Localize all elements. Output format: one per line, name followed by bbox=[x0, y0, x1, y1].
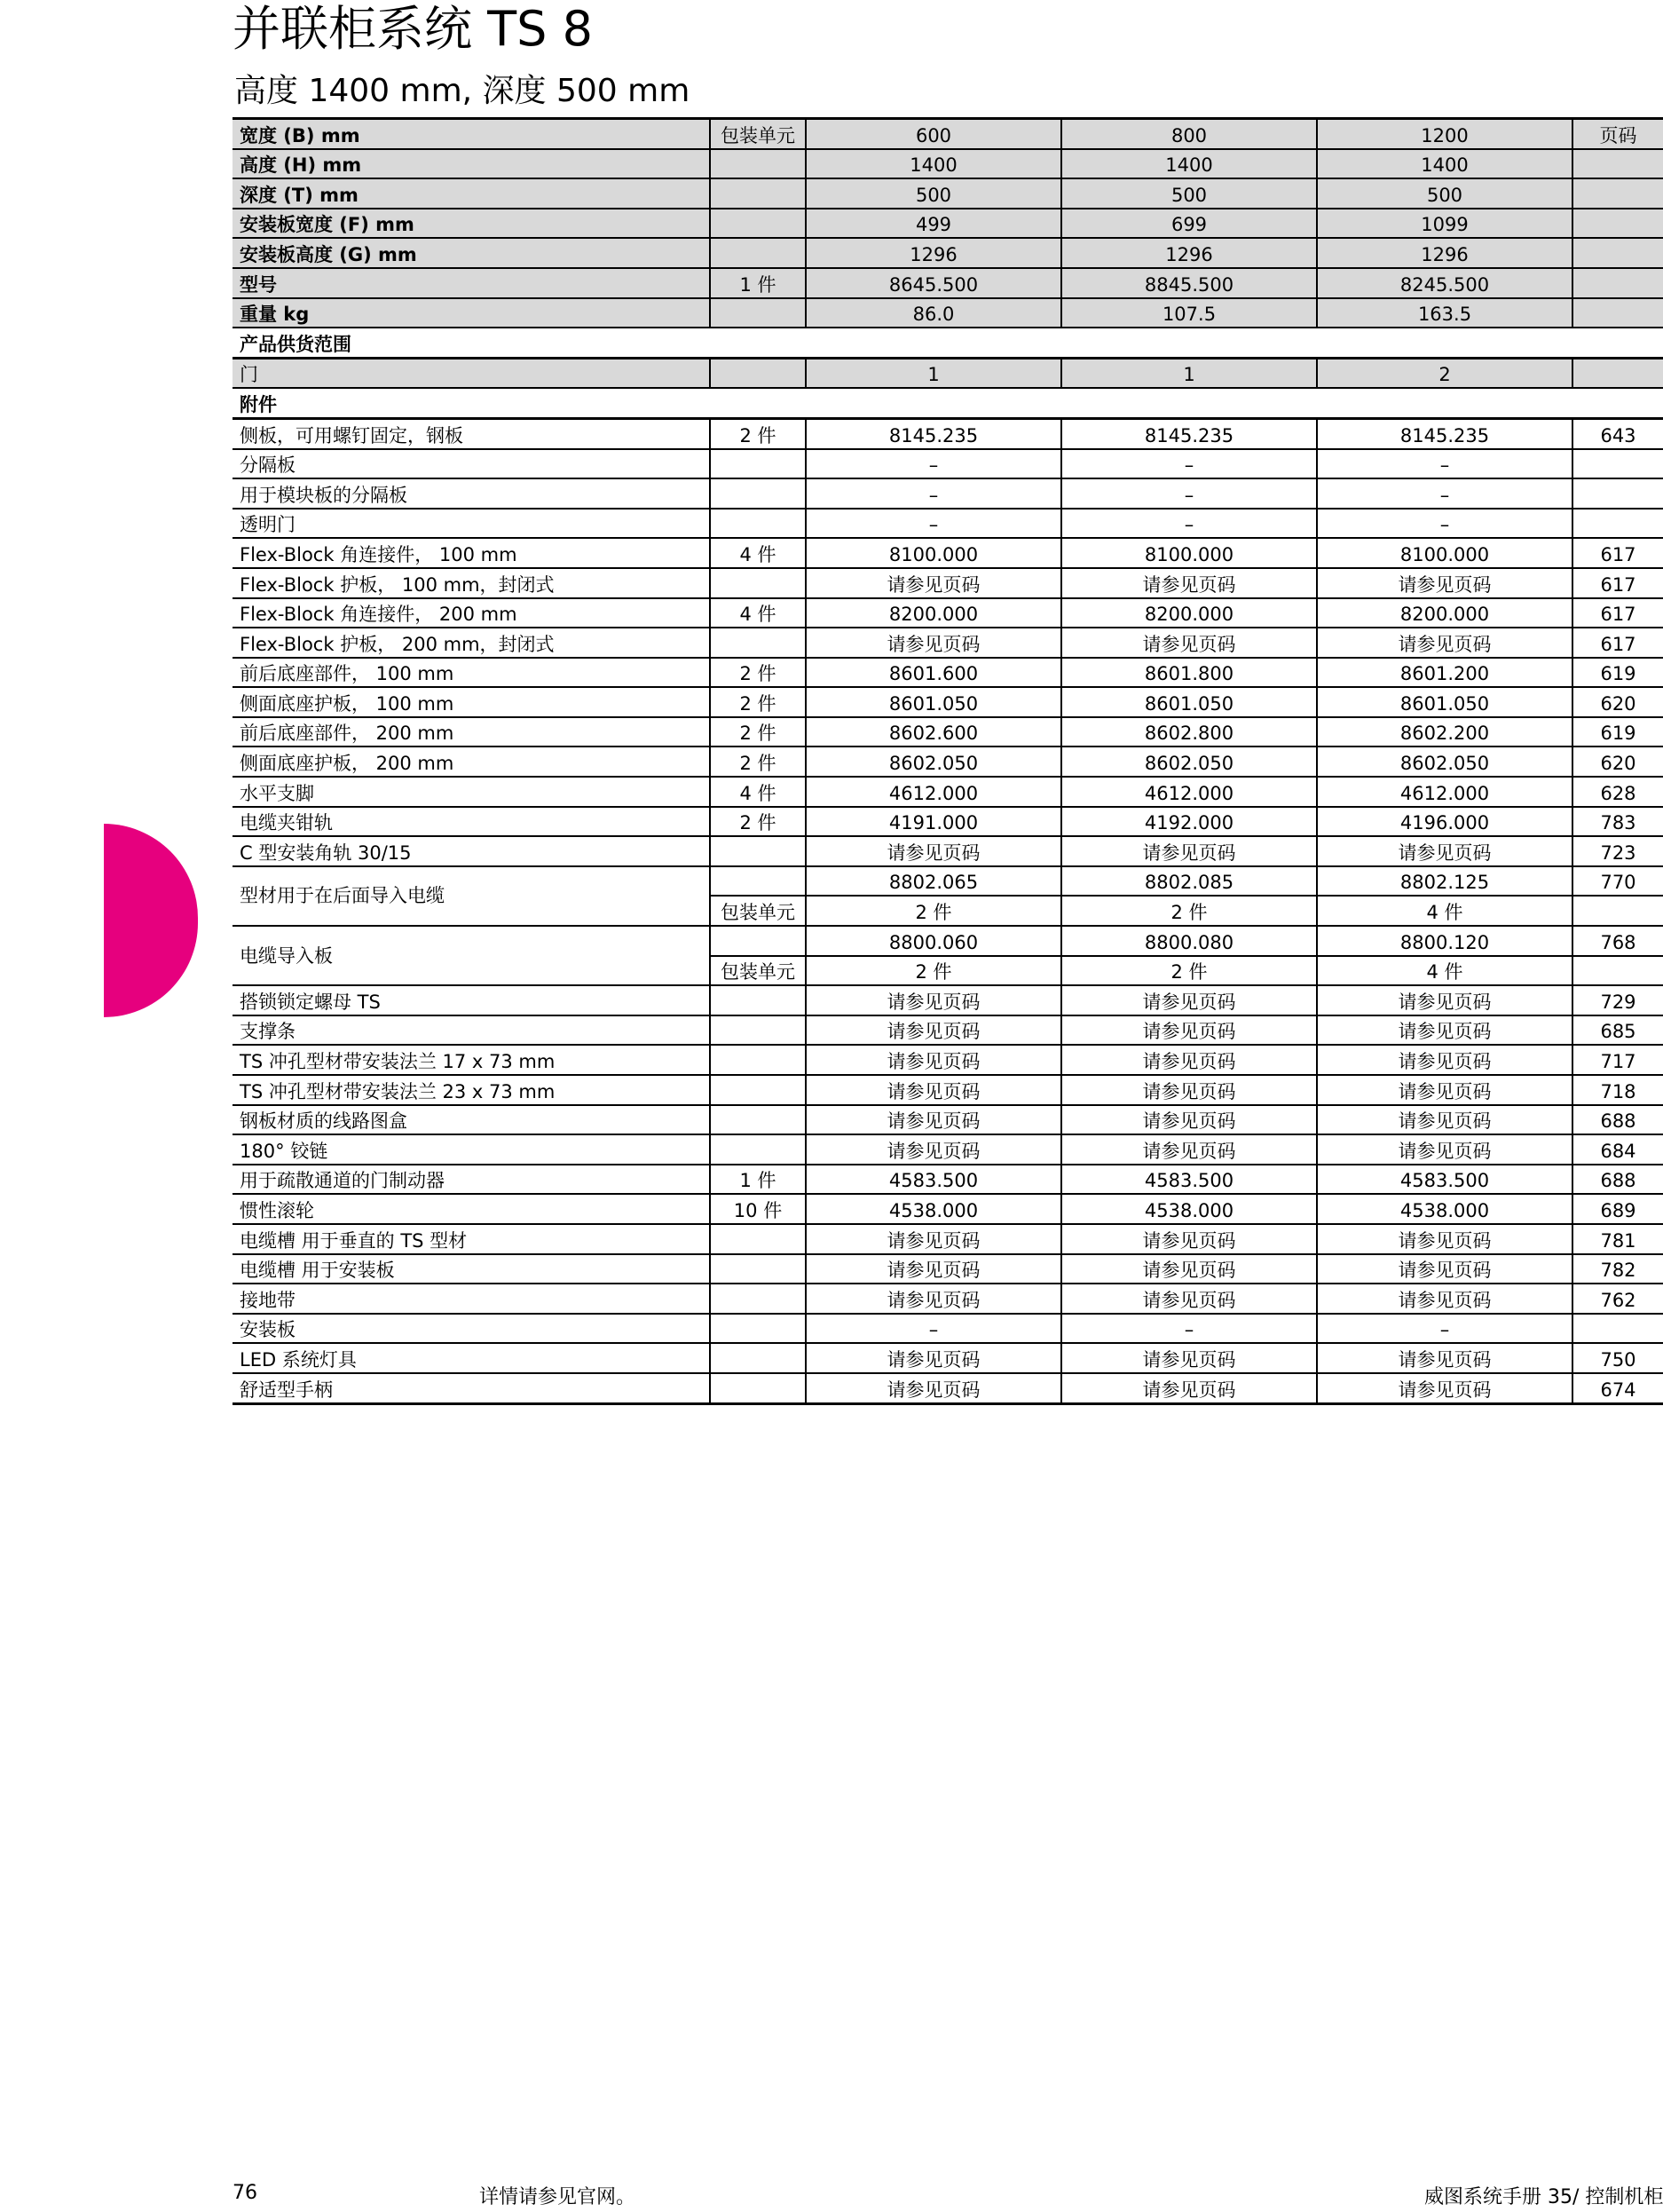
row-value-800: – bbox=[1061, 509, 1317, 539]
row-value-600: 8100.000 bbox=[806, 538, 1061, 568]
row-value-600: 请参见页码 bbox=[806, 1373, 1061, 1403]
row-label: 侧板，可用螺钉固定，钢板 bbox=[233, 418, 710, 448]
row-pack-unit bbox=[710, 1015, 806, 1046]
table-row bbox=[233, 1254, 1663, 1284]
row-label: 安装板宽度 (F) mm bbox=[233, 209, 710, 239]
row-pack-unit: 10 件 bbox=[710, 1194, 806, 1224]
table-header-row bbox=[233, 119, 1663, 149]
row-value-800: 8200.000 bbox=[1061, 598, 1317, 628]
row-label: 舒适型手柄 bbox=[233, 1373, 710, 1403]
row-value-1200: 请参见页码 bbox=[1317, 1015, 1572, 1046]
row-value-1200: 8602.050 bbox=[1317, 747, 1572, 777]
row-page: 688 bbox=[1572, 1105, 1663, 1135]
row-value-600: 500 bbox=[806, 178, 1061, 209]
table-row bbox=[233, 209, 1663, 239]
header-col-800: 800 bbox=[1061, 119, 1317, 149]
row-pack-unit bbox=[710, 1105, 806, 1135]
row-value-1200: – bbox=[1317, 478, 1572, 509]
table-row bbox=[233, 1075, 1663, 1105]
table-row bbox=[233, 178, 1663, 209]
row-label: 高度 (H) mm bbox=[233, 149, 710, 179]
row-value-1200: 8145.235 bbox=[1317, 418, 1572, 448]
row-label: 水平支脚 bbox=[233, 777, 710, 807]
row-label: 型号 bbox=[233, 268, 710, 298]
row-value-600: 请参见页码 bbox=[806, 628, 1061, 658]
row-value-600: 8602.050 bbox=[806, 747, 1061, 777]
row-value-800: 107.5 bbox=[1061, 298, 1317, 328]
header-col-600: 600 bbox=[806, 119, 1061, 149]
row-page: 688 bbox=[1572, 1165, 1663, 1195]
row-page bbox=[1572, 238, 1663, 268]
row-value-800: 请参见页码 bbox=[1061, 1075, 1317, 1105]
row-value-600: 8200.000 bbox=[806, 598, 1061, 628]
row-pack-unit bbox=[710, 1284, 806, 1314]
row-value-800: 1296 bbox=[1061, 238, 1317, 268]
row-pack-unit: 包装单元 bbox=[710, 956, 806, 986]
row-value-1200: 请参见页码 bbox=[1317, 1075, 1572, 1105]
row-pack-unit: 1 件 bbox=[710, 268, 806, 298]
row-page: 762 bbox=[1572, 1284, 1663, 1314]
row-value-600: 请参见页码 bbox=[806, 1254, 1061, 1284]
row-pack-unit bbox=[710, 568, 806, 598]
row-value-600: 4191.000 bbox=[806, 807, 1061, 837]
row-page: 750 bbox=[1572, 1343, 1663, 1373]
row-value-1200: 8245.500 bbox=[1317, 268, 1572, 298]
row-pack-unit: 4 件 bbox=[710, 598, 806, 628]
row-value-1200: 8601.050 bbox=[1317, 687, 1572, 717]
row-page: 617 bbox=[1572, 568, 1663, 598]
row-page bbox=[1572, 449, 1663, 479]
row-label: 用于模块板的分隔板 bbox=[233, 478, 710, 509]
row-pack-unit: 包装单元 bbox=[710, 896, 806, 926]
row-value-600: 请参见页码 bbox=[806, 1284, 1061, 1314]
row-value-1200: 8800.120 bbox=[1317, 926, 1572, 956]
row-page: 617 bbox=[1572, 538, 1663, 568]
row-value-800: 8802.085 bbox=[1061, 866, 1317, 897]
row-value-800: 请参见页码 bbox=[1061, 628, 1317, 658]
row-pack-unit bbox=[710, 866, 806, 897]
section-title: 附件 bbox=[233, 388, 1663, 418]
row-page: 628 bbox=[1572, 777, 1663, 807]
row-pack-unit: 1 件 bbox=[710, 1165, 806, 1195]
row-value-800: 8602.050 bbox=[1061, 747, 1317, 777]
row-value-1200: 4 件 bbox=[1317, 896, 1572, 926]
row-pack-unit bbox=[710, 178, 806, 209]
section-title: 产品供货范围 bbox=[233, 328, 1663, 358]
row-pack-unit bbox=[710, 1373, 806, 1403]
row-value-800: 请参见页码 bbox=[1061, 1343, 1317, 1373]
row-value-800: 请参见页码 bbox=[1061, 568, 1317, 598]
row-value-1200: 4538.000 bbox=[1317, 1194, 1572, 1224]
row-label: 型材用于在后面导入电缆 bbox=[233, 866, 710, 926]
row-value-1200: 请参见页码 bbox=[1317, 1343, 1572, 1373]
section-scope bbox=[233, 328, 1663, 358]
row-value-1200: – bbox=[1317, 509, 1572, 539]
row-value-1200: 500 bbox=[1317, 178, 1572, 209]
row-value-600: 8800.060 bbox=[806, 926, 1061, 956]
table-row bbox=[233, 298, 1663, 328]
row-value-800: 4192.000 bbox=[1061, 807, 1317, 837]
row-label: C 型安装角轨 30/15 bbox=[233, 836, 710, 866]
row-value-1200: 请参见页码 bbox=[1317, 1134, 1572, 1165]
row-value-600: 请参见页码 bbox=[806, 1045, 1061, 1075]
row-value-600: – bbox=[806, 1314, 1061, 1344]
row-page: 620 bbox=[1572, 687, 1663, 717]
row-pack-unit: 2 件 bbox=[710, 747, 806, 777]
row-value-600: 8601.050 bbox=[806, 687, 1061, 717]
table-row bbox=[233, 1045, 1663, 1075]
row-label: 侧面底座护板， 200 mm bbox=[233, 747, 710, 777]
row-value-800: 请参见页码 bbox=[1061, 1254, 1317, 1284]
table-row bbox=[233, 836, 1663, 866]
row-value-600: 8602.600 bbox=[806, 717, 1061, 747]
row-value-600: – bbox=[806, 478, 1061, 509]
page-title: 并联柜系统 TS 8 bbox=[233, 1, 593, 57]
row-value-1200: 4 件 bbox=[1317, 956, 1572, 986]
row-page: 723 bbox=[1572, 836, 1663, 866]
row-value-800: 1400 bbox=[1061, 149, 1317, 179]
row-value-600: – bbox=[806, 449, 1061, 479]
table-row bbox=[233, 717, 1663, 747]
row-value-600: 8645.500 bbox=[806, 268, 1061, 298]
row-page: 619 bbox=[1572, 717, 1663, 747]
row-label: LED 系统灯具 bbox=[233, 1343, 710, 1373]
row-label: 搭锁锁定螺母 TS bbox=[233, 985, 710, 1015]
row-value-800: – bbox=[1061, 478, 1317, 509]
table-row bbox=[233, 1165, 1663, 1195]
row-page bbox=[1572, 209, 1663, 239]
row-page: 689 bbox=[1572, 1194, 1663, 1224]
row-value-1200: 1400 bbox=[1317, 149, 1572, 179]
table-row bbox=[233, 268, 1663, 298]
row-label: 钢板材质的线路图盒 bbox=[233, 1105, 710, 1135]
row-value-600: 请参见页码 bbox=[806, 568, 1061, 598]
row-page bbox=[1572, 956, 1663, 986]
spec-table bbox=[233, 117, 1663, 1405]
table-row bbox=[233, 149, 1663, 179]
header-width-label: 宽度 (B) mm bbox=[233, 119, 710, 149]
row-pack-unit: 2 件 bbox=[710, 807, 806, 837]
row-value-600: 1296 bbox=[806, 238, 1061, 268]
table-row bbox=[233, 777, 1663, 807]
row-pack-unit: 4 件 bbox=[710, 538, 806, 568]
row-label: 透明门 bbox=[233, 509, 710, 539]
row-value-1200: 8602.200 bbox=[1317, 717, 1572, 747]
row-label: 电缆夹钳轨 bbox=[233, 807, 710, 837]
row-value-800: 请参见页码 bbox=[1061, 1224, 1317, 1254]
row-page bbox=[1572, 149, 1663, 179]
row-pack-unit: 2 件 bbox=[710, 717, 806, 747]
row-value-600: 8802.065 bbox=[806, 866, 1061, 897]
row-page: 674 bbox=[1572, 1373, 1663, 1403]
row-label: 180° 铰链 bbox=[233, 1134, 710, 1165]
row-page: 620 bbox=[1572, 747, 1663, 777]
table-row bbox=[233, 1134, 1663, 1165]
row-value-1200: 8100.000 bbox=[1317, 538, 1572, 568]
row-value-600: 4583.500 bbox=[806, 1165, 1061, 1195]
row-value-600: 4612.000 bbox=[806, 777, 1061, 807]
row-value-1200: 1296 bbox=[1317, 238, 1572, 268]
table-row bbox=[233, 449, 1663, 479]
row-label: 门 bbox=[233, 358, 710, 388]
row-value-1200: 请参见页码 bbox=[1317, 1224, 1572, 1254]
row-value-1200: 8200.000 bbox=[1317, 598, 1572, 628]
row-value-600: 请参见页码 bbox=[806, 1105, 1061, 1135]
row-value-1200: – bbox=[1317, 449, 1572, 479]
row-page bbox=[1572, 896, 1663, 926]
row-value-1200: 163.5 bbox=[1317, 298, 1572, 328]
row-page: 718 bbox=[1572, 1075, 1663, 1105]
row-label: 重量 kg bbox=[233, 298, 710, 328]
row-value-800: 8145.235 bbox=[1061, 418, 1317, 448]
row-page bbox=[1572, 178, 1663, 209]
row-pack-unit bbox=[710, 358, 806, 388]
row-value-1200: 请参见页码 bbox=[1317, 628, 1572, 658]
row-value-800: 请参见页码 bbox=[1061, 1045, 1317, 1075]
row-value-1200: 8601.200 bbox=[1317, 658, 1572, 688]
row-value-800: 4583.500 bbox=[1061, 1165, 1317, 1195]
row-value-800: 8601.800 bbox=[1061, 658, 1317, 688]
row-value-1200: 请参见页码 bbox=[1317, 1373, 1572, 1403]
row-pack-unit bbox=[710, 1224, 806, 1254]
row-value-800: 1 bbox=[1061, 358, 1317, 388]
row-value-800: 2 件 bbox=[1061, 896, 1317, 926]
table-row bbox=[233, 807, 1663, 837]
row-pack-unit bbox=[710, 1075, 806, 1105]
row-pack-unit bbox=[710, 926, 806, 956]
row-value-1200: 4612.000 bbox=[1317, 777, 1572, 807]
row-pack-unit bbox=[710, 509, 806, 539]
header-page: 页码 bbox=[1572, 119, 1663, 149]
table-row bbox=[233, 1314, 1663, 1344]
row-value-600: 请参见页码 bbox=[806, 1224, 1061, 1254]
row-value-600: 请参见页码 bbox=[806, 1134, 1061, 1165]
row-value-1200: 4583.500 bbox=[1317, 1165, 1572, 1195]
row-value-800: 请参见页码 bbox=[1061, 1373, 1317, 1403]
row-pack-unit bbox=[710, 1254, 806, 1284]
row-pack-unit bbox=[710, 209, 806, 239]
row-label: 支撑条 bbox=[233, 1015, 710, 1046]
row-value-1200: 请参见页码 bbox=[1317, 568, 1572, 598]
row-page: 685 bbox=[1572, 1015, 1663, 1046]
footer-manual-title: 威图系统手册 35/ 控制机柜 bbox=[1424, 2186, 1663, 2208]
row-page bbox=[1572, 268, 1663, 298]
table-row bbox=[233, 985, 1663, 1015]
row-pack-unit: 4 件 bbox=[710, 777, 806, 807]
table-row bbox=[233, 509, 1663, 539]
row-page: 643 bbox=[1572, 418, 1663, 448]
row-label: 分隔板 bbox=[233, 449, 710, 479]
row-page bbox=[1572, 1314, 1663, 1344]
row-page: 781 bbox=[1572, 1224, 1663, 1254]
row-value-600: 4538.000 bbox=[806, 1194, 1061, 1224]
row-value-800: – bbox=[1061, 449, 1317, 479]
row-label: 电缆槽 用于安装板 bbox=[233, 1254, 710, 1284]
row-value-800: 8100.000 bbox=[1061, 538, 1317, 568]
row-pack-unit bbox=[710, 1134, 806, 1165]
row-value-800: 请参见页码 bbox=[1061, 1105, 1317, 1135]
row-value-600: 8145.235 bbox=[806, 418, 1061, 448]
row-value-1200: 请参见页码 bbox=[1317, 1284, 1572, 1314]
row-label: 安装板 bbox=[233, 1314, 710, 1344]
row-pack-unit bbox=[710, 238, 806, 268]
row-page bbox=[1572, 358, 1663, 388]
table-row bbox=[233, 1373, 1663, 1403]
footer-note: 详情请参见官网。 bbox=[479, 2186, 636, 2208]
table-row bbox=[233, 1015, 1663, 1046]
row-value-800: 请参见页码 bbox=[1061, 1284, 1317, 1314]
row-pack-unit bbox=[710, 628, 806, 658]
row-pack-unit bbox=[710, 149, 806, 179]
row-pack-unit bbox=[710, 836, 806, 866]
row-value-600: 请参见页码 bbox=[806, 1075, 1061, 1105]
table-row bbox=[233, 538, 1663, 568]
row-value-600: 1400 bbox=[806, 149, 1061, 179]
row-label: TS 冲孔型材带安装法兰 17 x 73 mm bbox=[233, 1045, 710, 1075]
row-value-1200: 请参见页码 bbox=[1317, 836, 1572, 866]
row-pack-unit bbox=[710, 1045, 806, 1075]
row-page: 619 bbox=[1572, 658, 1663, 688]
row-value-600: – bbox=[806, 509, 1061, 539]
table-row bbox=[233, 478, 1663, 509]
row-pack-unit bbox=[710, 985, 806, 1015]
row-pack-unit bbox=[710, 1314, 806, 1344]
row-value-600: 2 件 bbox=[806, 956, 1061, 986]
table-row bbox=[233, 1284, 1663, 1314]
row-value-600: 请参见页码 bbox=[806, 1015, 1061, 1046]
row-label: 侧面底座护板， 100 mm bbox=[233, 687, 710, 717]
row-value-800: 8602.800 bbox=[1061, 717, 1317, 747]
header-pack-unit: 包装单元 bbox=[710, 119, 806, 149]
row-label: Flex-Block 角连接件， 200 mm bbox=[233, 598, 710, 628]
table-row bbox=[233, 598, 1663, 628]
row-value-800: 请参见页码 bbox=[1061, 1134, 1317, 1165]
row-page: 768 bbox=[1572, 926, 1663, 956]
page-subtitle: 高度 1400 mm, 深度 500 mm bbox=[234, 73, 690, 109]
row-label: 惯性滚轮 bbox=[233, 1194, 710, 1224]
table-row bbox=[233, 418, 1663, 448]
row-page bbox=[1572, 478, 1663, 509]
row-value-800: 8800.080 bbox=[1061, 926, 1317, 956]
row-pack-unit: 2 件 bbox=[710, 687, 806, 717]
row-value-1200: 2 bbox=[1317, 358, 1572, 388]
row-pack-unit: 2 件 bbox=[710, 658, 806, 688]
row-value-800: 请参见页码 bbox=[1061, 985, 1317, 1015]
table-row bbox=[233, 238, 1663, 268]
row-value-800: 500 bbox=[1061, 178, 1317, 209]
row-page: 782 bbox=[1572, 1254, 1663, 1284]
table-row bbox=[233, 1105, 1663, 1135]
row-page: 717 bbox=[1572, 1045, 1663, 1075]
row-pack-unit: 2 件 bbox=[710, 418, 806, 448]
row-value-800: 请参见页码 bbox=[1061, 836, 1317, 866]
table-row bbox=[233, 1224, 1663, 1254]
row-value-1200: 8802.125 bbox=[1317, 866, 1572, 897]
row-value-1200: 请参见页码 bbox=[1317, 1105, 1572, 1135]
row-page: 729 bbox=[1572, 985, 1663, 1015]
row-label: Flex-Block 护板， 100 mm，封闭式 bbox=[233, 568, 710, 598]
table-row bbox=[233, 747, 1663, 777]
row-value-600: 请参见页码 bbox=[806, 836, 1061, 866]
table-row bbox=[233, 628, 1663, 658]
row-value-600: 499 bbox=[806, 209, 1061, 239]
row-page: 783 bbox=[1572, 807, 1663, 837]
row-pack-unit bbox=[710, 478, 806, 509]
row-page: 684 bbox=[1572, 1134, 1663, 1165]
row-value-600: 86.0 bbox=[806, 298, 1061, 328]
row-value-1200: – bbox=[1317, 1314, 1572, 1344]
row-value-800: 请参见页码 bbox=[1061, 1015, 1317, 1046]
row-value-600: 请参见页码 bbox=[806, 985, 1061, 1015]
row-value-600: 2 件 bbox=[806, 896, 1061, 926]
row-value-1200: 请参见页码 bbox=[1317, 1045, 1572, 1075]
row-label: 深度 (T) mm bbox=[233, 178, 710, 209]
row-value-800: 4612.000 bbox=[1061, 777, 1317, 807]
section-accessories bbox=[233, 388, 1663, 418]
row-cable-entry-plate bbox=[233, 926, 1663, 956]
row-label: 前后底座部件， 100 mm bbox=[233, 658, 710, 688]
table-row bbox=[233, 1194, 1663, 1224]
table-row bbox=[233, 658, 1663, 688]
row-value-800: 8845.500 bbox=[1061, 268, 1317, 298]
row-label: Flex-Block 护板， 200 mm，封闭式 bbox=[233, 628, 710, 658]
table-row bbox=[233, 1343, 1663, 1373]
row-label: 电缆槽 用于垂直的 TS 型材 bbox=[233, 1224, 710, 1254]
row-value-1200: 请参见页码 bbox=[1317, 1254, 1572, 1284]
row-label: 用于疏散通道的门制动器 bbox=[233, 1165, 710, 1195]
row-label: Flex-Block 角连接件， 100 mm bbox=[233, 538, 710, 568]
row-value-1200: 请参见页码 bbox=[1317, 985, 1572, 1015]
row-page bbox=[1572, 298, 1663, 328]
footer-page-number: 76 bbox=[233, 2182, 257, 2204]
table-row bbox=[233, 568, 1663, 598]
row-label: TS 冲孔型材带安装法兰 23 x 73 mm bbox=[233, 1075, 710, 1105]
table-row bbox=[233, 358, 1663, 388]
row-value-800: 2 件 bbox=[1061, 956, 1317, 986]
row-value-800: 4538.000 bbox=[1061, 1194, 1317, 1224]
table-row bbox=[233, 687, 1663, 717]
row-label: 接地带 bbox=[233, 1284, 710, 1314]
row-pack-unit bbox=[710, 1343, 806, 1373]
row-value-800: – bbox=[1061, 1314, 1317, 1344]
row-value-600: 8601.600 bbox=[806, 658, 1061, 688]
row-value-800: 699 bbox=[1061, 209, 1317, 239]
row-page: 617 bbox=[1572, 628, 1663, 658]
row-page bbox=[1572, 509, 1663, 539]
header-col-1200: 1200 bbox=[1317, 119, 1572, 149]
row-value-600: 1 bbox=[806, 358, 1061, 388]
section-tab-marker bbox=[104, 824, 198, 1017]
row-pack-unit bbox=[710, 298, 806, 328]
row-label: 安装板高度 (G) mm bbox=[233, 238, 710, 268]
row-value-600: 请参见页码 bbox=[806, 1343, 1061, 1373]
row-page: 770 bbox=[1572, 866, 1663, 897]
row-pack-unit bbox=[710, 449, 806, 479]
row-label: 电缆导入板 bbox=[233, 926, 710, 985]
row-page: 617 bbox=[1572, 598, 1663, 628]
row-value-800: 8601.050 bbox=[1061, 687, 1317, 717]
row-value-1200: 4196.000 bbox=[1317, 807, 1572, 837]
row-value-1200: 1099 bbox=[1317, 209, 1572, 239]
row-label: 前后底座部件， 200 mm bbox=[233, 717, 710, 747]
row-profile-cable-entry bbox=[233, 866, 1663, 897]
